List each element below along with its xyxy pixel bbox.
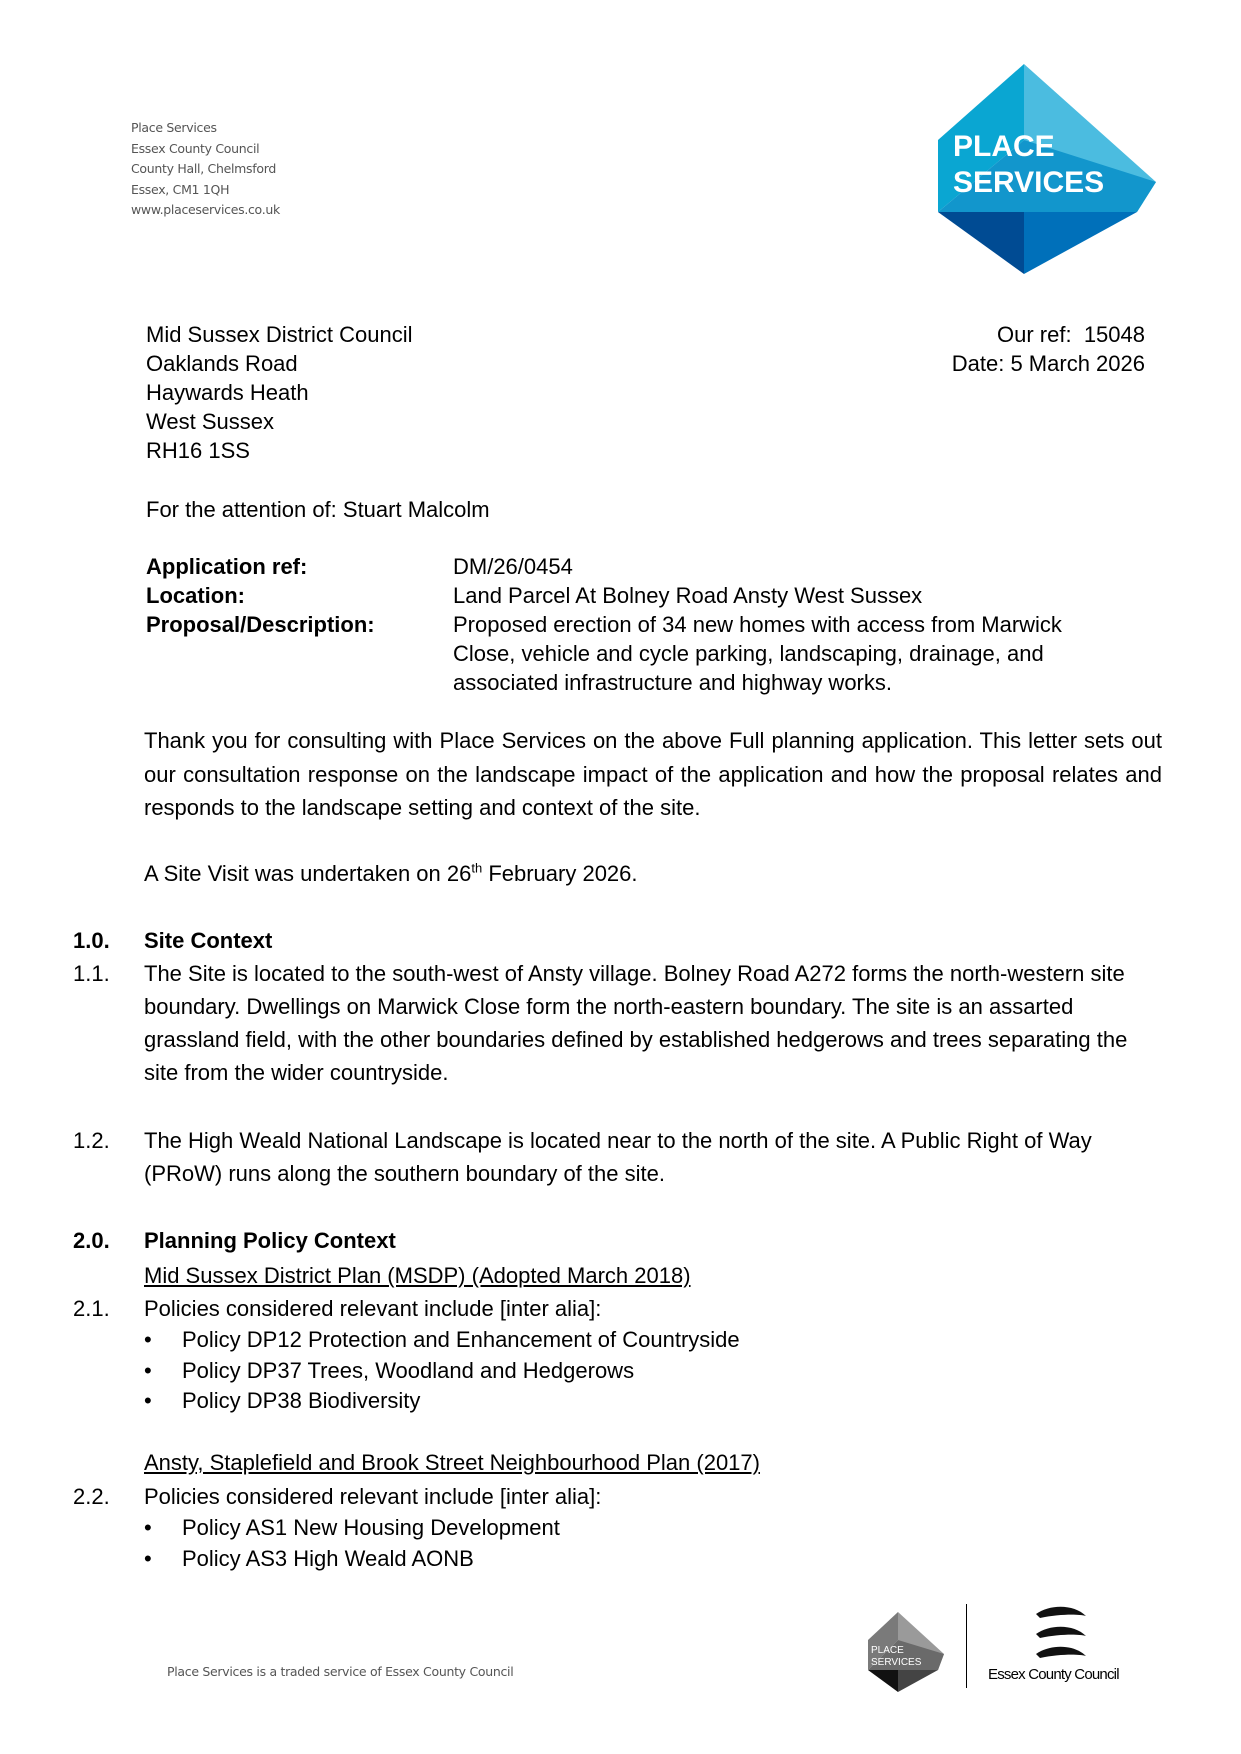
sender-website: www.placeservices.co.uk — [131, 202, 280, 217]
recipient-line: RH16 1SS — [146, 438, 250, 463]
site-visit-text: A Site Visit was undertaken on 26 — [144, 861, 472, 886]
section-title: Planning Policy Context — [144, 1228, 396, 1253]
row-value: Land Parcel At Bolney Road Ansty West Sussex — [453, 583, 923, 608]
section-number: 2.0. — [73, 1228, 110, 1253]
paragraph-1-2 — [73, 1124, 1173, 1190]
paragraph-number: 1.2. — [73, 1128, 110, 1153]
policy-item: • Policy DP37 Trees, Woodland and Hedgerows — [144, 1356, 1162, 1387]
ordinal-suffix: th — [471, 860, 483, 876]
paragraph-number: 1.1. — [73, 961, 110, 986]
sender-line: County Hall, Chelmsford — [131, 161, 276, 176]
section-2-heading — [73, 1224, 1173, 1257]
plan-heading-neighbourhood — [73, 1446, 1173, 1479]
essex-county-council-logo-text: Essex County Council — [988, 1666, 1119, 1683]
place-services-footer-logo — [868, 1612, 944, 1692]
recipient-line: Oaklands Road — [146, 351, 298, 376]
recipient-address — [146, 320, 413, 465]
recipient-line: Haywards Heath — [146, 380, 309, 405]
paragraph-text: The Site is located to the south-west of Ansty village. Bolney Road A272 forms the north-western site boundary. Dwellings on Marwick Close form the north-eastern boundary. The site is an assarted grassland field, with the other boundaries defined by established hedgerows and trees separating the site from the wider countryside. — [144, 961, 1128, 1085]
row-label: Proposal/Description: — [146, 612, 375, 637]
reference-block — [952, 320, 1145, 378]
sender-address — [131, 118, 280, 221]
location-row — [146, 581, 1113, 610]
plan-title: Ansty, Staplefield and Brook Street Neighbourhood Plan (2017) — [144, 1450, 760, 1475]
attention-line: For the attention of: Stuart Malcolm — [146, 497, 490, 522]
row-label: Location: — [146, 583, 245, 608]
sender-line: Place Services — [131, 120, 217, 135]
application-ref-row — [146, 552, 1113, 581]
footer-text: Place Services is a traded service of Essex County Council — [167, 1664, 514, 1679]
policy-item: • Policy AS3 High Weald AONB — [144, 1544, 1162, 1575]
place-services-logo — [936, 64, 1158, 276]
policy-list — [144, 1325, 1162, 1417]
logo-text: SERVICES — [871, 1657, 922, 1668]
logo-text: SERVICES — [953, 166, 1105, 199]
policy-item: • Policy AS1 New Housing Development — [144, 1513, 1162, 1544]
row-value: Proposed erection of 34 new homes with access from Marwick Close, vehicle and cycle parking, landscaping, drainage, and associated infrastructure and highway works. — [453, 612, 1062, 695]
essex-seaxes-icon — [1030, 1602, 1090, 1666]
paragraph-text: The High Weald National Landscape is located near to the north of the site. A Public Right of Way (PRoW) runs along the southern boundary of the site. — [144, 1128, 1092, 1186]
letter-date: Date: 5 March 2026 — [951, 351, 1145, 376]
paragraph-2-2 — [73, 1480, 1173, 1574]
site-visit-line — [144, 857, 638, 891]
paragraph-number: 2.2. — [73, 1484, 110, 1509]
intro-paragraph: Thank you for consulting with Place Services on the above Full planning application. This letter sets out our consultation response on the landscape impact of the application and how the proposal relates and responds to the landscape setting and context of the site. — [144, 728, 1162, 820]
row-value: DM/26/0454 — [453, 554, 573, 579]
section-title: Site Context — [144, 928, 273, 953]
logo-divider — [966, 1604, 967, 1688]
paragraph-2-1 — [73, 1292, 1173, 1417]
row-label: Application ref: — [146, 554, 308, 579]
plan-title: Mid Sussex District Plan (MSDP) (Adopted March 2018) — [144, 1263, 691, 1288]
application-details — [146, 552, 1113, 697]
sender-line: Essex, CM1 1QH — [131, 181, 230, 197]
policy-list — [144, 1513, 1162, 1574]
paragraph-text: Policies considered relevant include [inter alia]: — [144, 1296, 602, 1321]
logo-text: PLACE — [871, 1645, 904, 1656]
policy-item: • Policy DP38 Biodiversity — [144, 1386, 1162, 1417]
proposal-row — [146, 610, 1113, 697]
our-ref: Our ref: 15048 — [997, 322, 1145, 347]
site-visit-text-end: February 2026. — [482, 861, 638, 886]
section-1-heading — [73, 924, 1173, 957]
policy-item: • Policy DP12 Protection and Enhancement of Countryside — [144, 1325, 1162, 1356]
paragraph-text: Policies considered relevant include [inter alia]: — [144, 1484, 602, 1509]
logo-text: PLACE — [953, 130, 1055, 163]
sender-line: Essex County Council — [131, 140, 260, 156]
paragraph-number: 2.1. — [73, 1296, 110, 1321]
recipient-line: West Sussex — [146, 409, 274, 434]
section-number: 1.0. — [73, 928, 110, 953]
plan-heading-msdp — [73, 1259, 1173, 1292]
recipient-line: Mid Sussex District Council — [146, 322, 413, 347]
paragraph-1-1 — [73, 957, 1173, 1089]
